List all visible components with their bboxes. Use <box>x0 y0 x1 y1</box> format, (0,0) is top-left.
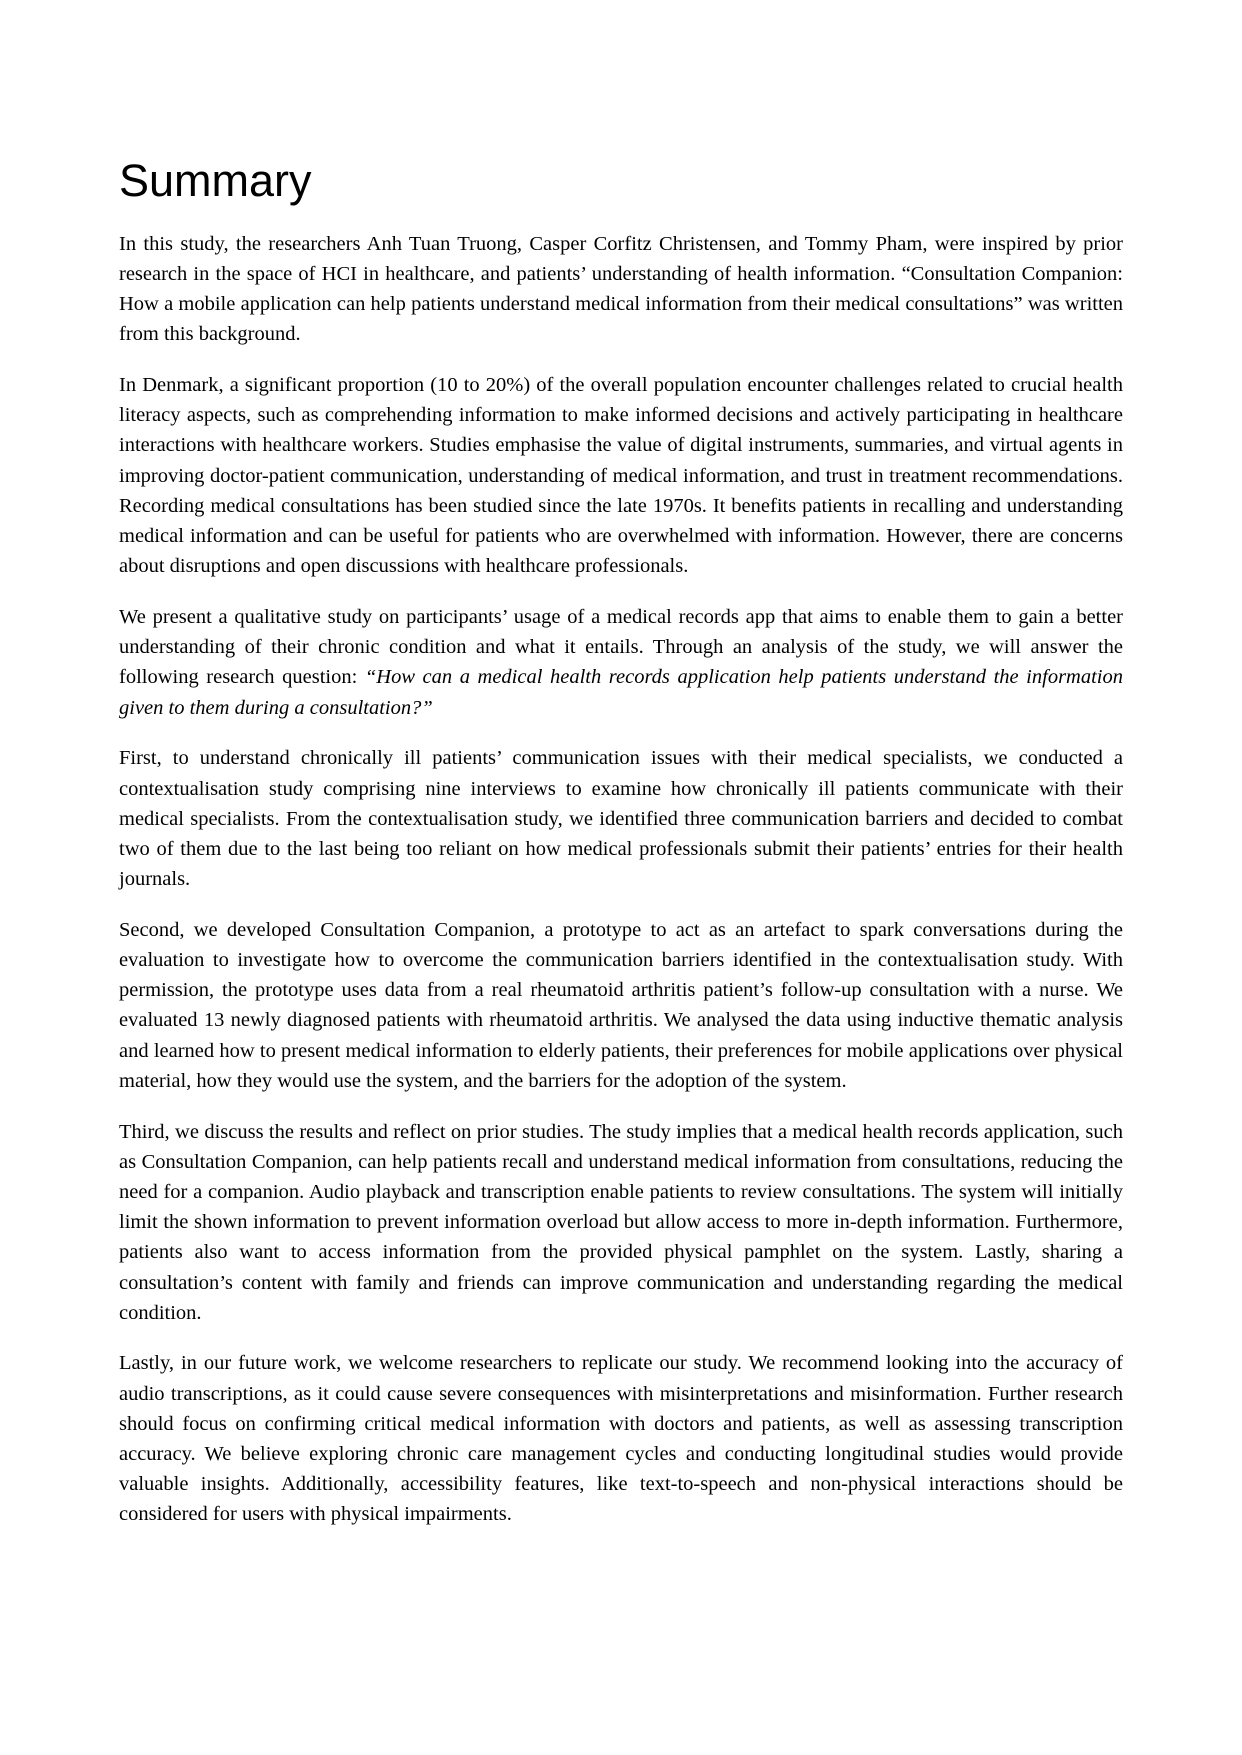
paragraph-research-question-text: We present a qualitative study on participants’ usage of a medical records app that aims to enable them to gain a better understanding of their chronic condition and what it entails. Through an analysis of the study, we will answer the following research question: <box>119 605 1123 689</box>
paragraph-denmark-context: In Denmark, a significant proportion (10 to 20%) of the overall population encounter challenges related to crucial health literacy aspects, such as comprehending information to make informed decisions and actively participating in healthcare interactions with healthcare workers. Studies emphasise the value of digital instruments, summaries, and virtual agents in improving doctor-patient communication, understanding of medical information, and trust in treatment recommendations. Recording medical consultations has been studied since the late 1970s. It benefits patients in recalling and understanding medical information and can be useful for patients who are overwhelmed with information. However, there are concerns about disruptions and open discussions with healthcare professionals. <box>119 374 1123 578</box>
document-page <box>119 155 1123 1550</box>
paragraph-first: First, to understand chronically ill patients’ communication issues with their medical specialists, we conducted a contextualisation study comprising nine interviews to examine how chronically ill patients communicate with their medical specialists. From the contextualisation study, we identified three communication barriers and decided to combat two of them due to the last being too reliant on how medical professionals submit their patients’ entries for their health journals. <box>119 747 1123 891</box>
paragraph-intro: In this study, the researchers Anh Tuan Truong, Casper Corfitz Christensen, and Tommy Pham, were inspired by prior research in the space of HCI in healthcare, and patients’ understanding of health information. “Consultation Companion: How a mobile application can help patients understand medical information from their medical consultations” was written from this background. <box>119 232 1123 346</box>
paragraph-future-work: Lastly, in our future work, we welcome researchers to replicate our study. We recommend looking into the accuracy of audio transcriptions, as it could cause severe consequences with misinterpretations and misinformation. Further research should focus on confirming critical medical information with doctors and patients, as well as assessing transcription accuracy. We believe exploring chronic care management cycles and conducting longitudinal studies would provide valuable insights. Additionally, accessibility features, like text-to-speech and non-physical interactions should be considered for users with physical impairments. <box>119 1352 1123 1526</box>
paragraph-third: Third, we discuss the results and reflect on prior studies. The study implies that a medical health records application, such as Consultation Companion, can help patients recall and understand medical information from consultations, reducing the need for a companion. Audio playback and transcription enable patients to review consultations. The system will initially limit the shown information to prevent information overload but allow access to more in-depth information. Furthermore, patients also want to access information from the provided physical pamphlet on the system. Lastly, sharing a consultation’s content with family and friends can improve communication and understanding regarding the medical condition. <box>119 1120 1123 1324</box>
paragraph-second: Second, we developed Consultation Companion, a prototype to act as an artefact to spark conversations during the evaluation to investigate how to overcome the communication barriers identified in the contextualisation study. With permission, the prototype uses data from a real rheumatoid arthritis patient’s follow-up consultation with a nurse. We evaluated 13 newly diagnosed patients with rheumatoid arthritis. We analysed the data using inductive thematic analysis and learned how to present medical information to elderly patients, their preferences for mobile applications over physical material, how they would use the system, and the barriers for the adoption of the system. <box>119 918 1123 1092</box>
research-question: “How can a medical health records application help patients understand the information given to them during a consultation?” <box>119 666 1123 719</box>
paragraph-research-question <box>119 602 1123 723</box>
page-title: Summary <box>119 155 312 206</box>
